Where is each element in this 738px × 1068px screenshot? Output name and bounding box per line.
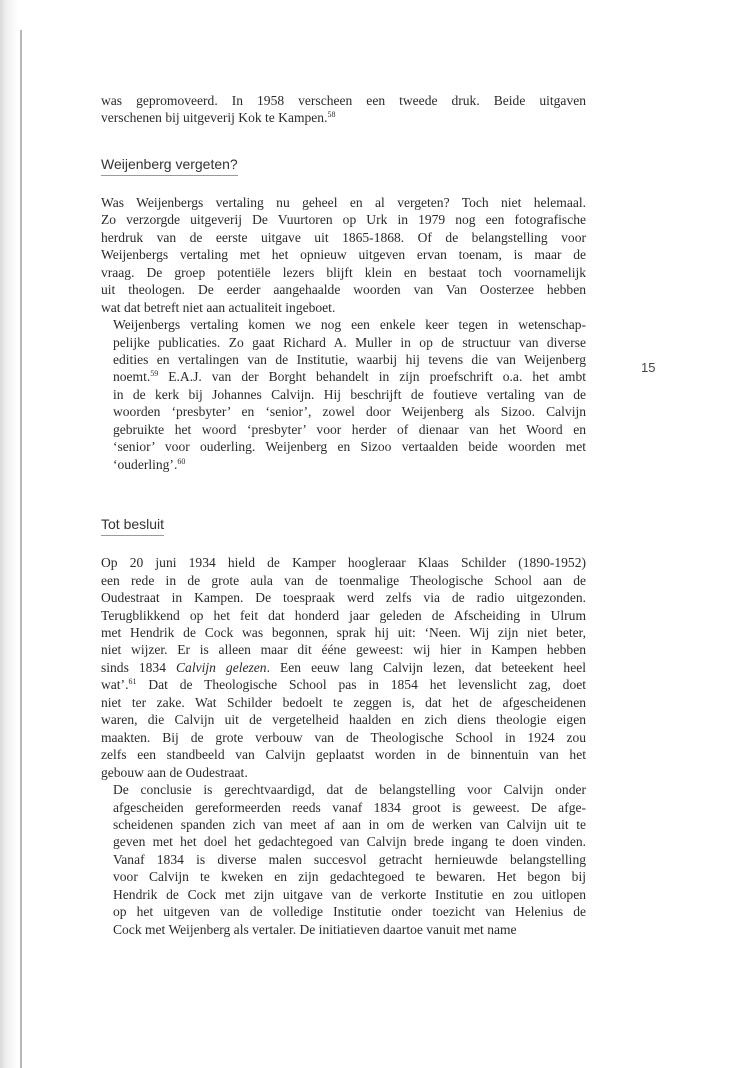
text-line: Weijenbergs vertaling met het opnieuw uitgeven ervan toenam, is maar de	[101, 247, 586, 263]
section2-paragraph1	[101, 554, 586, 781]
text-line: niet ter zake. Wat Schilder bedoelt te zeggen is, dat het de afgescheidenen	[101, 694, 586, 710]
italic-title: Calvijn gelezen	[176, 659, 267, 675]
text-line	[101, 368, 586, 385]
text-fragment: Dat de Theologische School pas in 1854 het levenslicht zag, doet	[136, 677, 586, 693]
text-line: zelfs een standbeeld van Calvijn geplaatst worden in de binnentuin van het	[101, 747, 586, 763]
text-line: Cock met Weijenberg als vertaler. De initiatieven daartoe vanuit met name	[113, 921, 517, 937]
text-line	[101, 456, 586, 473]
text-fragment: . Een eeuw lang Calvijn lezen, dat beteekent heel	[266, 659, 586, 675]
footnote-ref-59: 59	[150, 369, 159, 379]
text-fragment: noemt.	[113, 369, 151, 385]
text-line: De conclusie is gerechtvaardigd, dat de belangstelling voor Calvijn onder	[113, 782, 586, 798]
text-line: Terugblikkend op het feit dat honderd jaar geleden de Afscheiding in Ulrum	[101, 607, 586, 623]
text-line: Weijenbergs vertaling komen we nog een enkele keer tegen in wetenschap-	[113, 317, 586, 333]
section1-paragraph1	[101, 194, 586, 316]
text-line: vraag. De groep potentiële lezers blijft klein en bestaat toch voornamelijk	[101, 264, 586, 280]
text-line: Vanaf 1834 is diverse malen succesvol getracht hernieuwde belangstelling	[113, 851, 586, 867]
text-line: op het uitgeven van de volledige Institutie onder toezicht van Helenius de	[113, 904, 586, 920]
page-binding-shadow	[0, 0, 18, 1068]
text-line: edities en vertalingen van de Institutie, waarbij hij tevens die van Weijenberg	[113, 351, 586, 367]
text-line: voor Calvijn te kweken en zijn gedachtegoed te bewaren. Het begon bij	[113, 869, 586, 885]
section-heading-wrap	[101, 156, 586, 176]
section-heading-weijenberg-vergeten: Weijenberg vergeten?	[101, 156, 238, 176]
text-fragment: ‘ouderling’.	[113, 456, 178, 472]
text-line: gebruikte het woord ‘presbyter’ voor herder of dienaar van het Woord en	[113, 421, 586, 437]
text-fragment: verschenen bij uitgeverij Kok te Kampen.	[101, 110, 328, 126]
text-line: met Hendrik de Cock was begonnen, sprak hij uit: ‘Neen. Wij zijn niet beter,	[101, 624, 586, 640]
text-fragment: E.A.J. van der Borght behandelt in zijn proefschrift o.a. het ambt	[158, 369, 586, 385]
text-fragment: sinds 1834	[101, 659, 177, 675]
page-binding-line	[20, 30, 22, 1068]
text-fragment: wat’.	[101, 677, 129, 693]
text-line: maakten. Bij de grote verbouw van de Theologische School in 1924 zou	[101, 729, 586, 745]
text-line: ‘senior’ voor ouderling. Weijenberg en Sizoo vertaalden beide woorden met	[113, 439, 586, 455]
page-body	[101, 92, 586, 938]
text-line: afgescheiden gereformeerden reeds vanaf 1834 groot is geweest. De afge-	[113, 799, 586, 815]
text-line: was gepromoveerd. In 1958 verscheen een tweede druk. Beide uitgaven	[101, 93, 586, 108]
text-line: wat dat betreft niet aan actualiteit ingeboet.	[101, 299, 336, 315]
footnote-ref-61: 61	[128, 677, 137, 687]
section-heading-wrap	[101, 516, 586, 536]
text-line: Hendrik de Cock met zijn uitgave van de verkorte Institutie en zou uitlopen	[113, 886, 586, 902]
text-line: scheidenen spanden zich van meet af aan in om de werken van Calvijn uit te	[113, 816, 586, 832]
text-line: woorden ‘presbyter’ en ‘senior’, zowel door Weijenberg als Sizoo. Calvijn	[113, 404, 586, 420]
text-line: Was Weijenbergs vertaling nu geheel en al vergeten? Toch niet helemaal.	[101, 194, 586, 210]
text-line: Op 20 juni 1934 hield de Kamper hoogleraar Klaas Schilder (1890-1952)	[101, 555, 586, 571]
text-line: gebouw aan de Oudestraat.	[101, 764, 248, 780]
text-line	[101, 109, 586, 126]
section2-paragraph2	[101, 781, 586, 938]
text-line: in de kerk bij Johannes Calvijn. Hij beschrijft de foutieve vertaling van de	[113, 386, 586, 402]
footnote-ref-58: 58	[327, 110, 336, 120]
text-line: een rede in de grote aula van de toenmalige Theologische School aan de	[101, 572, 586, 588]
text-line: pelijke publicaties. Zo gaat Richard A. Muller in op de structuur van diverse	[113, 334, 586, 350]
page-number: 15	[641, 360, 656, 375]
text-line	[101, 659, 586, 676]
section-heading-tot-besluit: Tot besluit	[101, 516, 164, 536]
section1-paragraph2	[101, 316, 586, 473]
intro-paragraph	[101, 92, 586, 127]
text-line: Zo verzorgde uitgeverij De Vuurtoren op Urk in 1979 nog een fotografische	[101, 212, 586, 228]
text-line: geven met het doel het gedachtegoed van Calvijn brede ingang te doen vinden.	[113, 834, 586, 850]
text-line: waren, die Calvijn uit de vergetelheid haalden en zich diens theologie eigen	[101, 712, 586, 728]
text-line: Oudestraat in Kampen. De toespraak werd zelfs via de radio uitgezonden.	[101, 590, 586, 606]
text-line: uit theologen. De eerder aangehaalde woorden van Van Oosterzee hebben	[101, 282, 586, 298]
footnote-ref-60: 60	[177, 456, 186, 466]
text-line	[101, 676, 586, 693]
text-line: niet wijzer. Er is alleen maar dit ééne geweest: wij hier in Kampen hebben	[101, 642, 586, 658]
text-line: herdruk van de eerste uitgave uit 1865-1868. Of de belangstelling voor	[101, 229, 586, 245]
